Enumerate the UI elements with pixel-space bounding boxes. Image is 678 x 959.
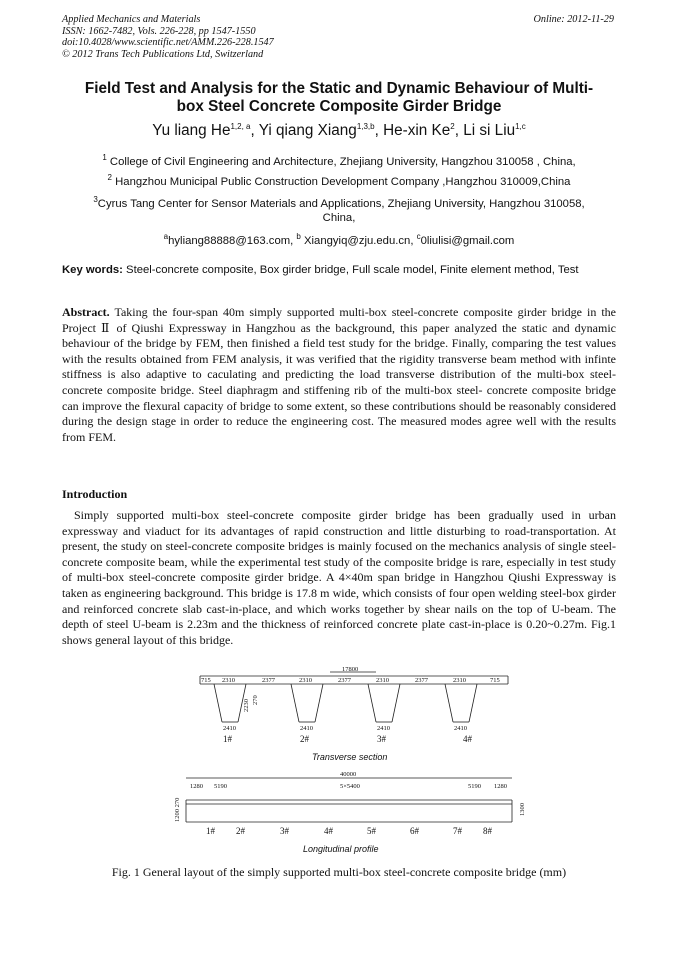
diaphragm-label: 3# — [280, 826, 289, 836]
email-sup: a — [163, 232, 169, 241]
issn-line: ISSN: 1662-7482, Vols. 226-228, pp 1547-1550 — [62, 25, 256, 37]
copyright-line: © 2012 Trans Tech Publications Ltd, Switzerland — [62, 48, 264, 60]
longitudinal-profile-label: Longitudinal profile — [303, 844, 379, 854]
diaphragm-label: 7# — [453, 826, 462, 836]
depth-2230: 2230 — [243, 699, 250, 712]
abstract-text: Taking the four-span 40m simply supported multi-box steel-concrete composite girder bridge in the Project Ⅱ of Qiushi Expressway in Hangzhou as the background, this paper analyzed the static and dynamic behaviour of the bridge by FEM, then finished a field test study for the bridge. Finally, comparing the test values with the results obtained from FEM analysis, it was verified that the rigidity transverse beam method with infinte stiffness is also adaptive to caculating and predicting the load transverse distribution of the multi-box steel-concrete composite bridge. Steel diaphragm and stiffening rib of the multi-box steel- concrete composite bridge can improve the flexural capacity of bridge to some extent, so these contributions should be reasonably considered during the design stage in order to reduce the engineering cost. The measured modes agree well with the results from FEM. — [62, 305, 616, 444]
author-sup: 1,c — [515, 122, 526, 131]
span-middle-dim: 5×5400 — [340, 783, 360, 790]
email-sup: c — [416, 232, 421, 241]
affil-text: College of Civil Engineering and Architecture, Zhejiang University, Hangzhou 310058 , China, — [109, 155, 576, 168]
transverse-dim: 2377 — [262, 677, 275, 684]
affil-sup: 3 — [93, 195, 98, 204]
box-girder-1 — [214, 684, 246, 722]
author-name: Yi qiang Xiang — [258, 122, 357, 140]
email-sup: b — [296, 232, 301, 241]
transverse-total-dim: 17800 — [342, 666, 359, 673]
abstract-label: Abstract. — [62, 305, 110, 319]
email-c: 0liulisi@gmail.com — [420, 234, 515, 247]
girder-label: 4# — [463, 734, 472, 744]
transverse-dim: 2310 — [453, 677, 466, 684]
affil-text: Hangzhou Municipal Public Construction Development Company ,Hangzhou 310009,China — [115, 175, 571, 188]
author-name: Yu liang He — [152, 122, 231, 140]
email-b: Xiangyiq@zju.edu.cn, — [304, 234, 414, 247]
introduction-text: Simply supported multi-box steel-concrete composite girder bridge has been gradually used in urban expressway and viaduct for its advantages of rapid construction and little disturbing to road-transportation. At present, the study on steel-concrete composite bridges is mainly focused on the mechanics analysis of single steel-concrete composite beam, while the experimental test study of the composite bridge is rare, especially in test study of multi-box steel-concrete composite girder bridge. A 4×40m span bridge in Hangzhou Qiushi Expressway is taken as engineering background. This bridge is 17.8 m wide, which consists of four open welding steel-box girder and reinforced concrete slab cast-in-place, and which works together by shear nails on the top of U-beam. The depth of steel U-beam is 2.23m and the thickness of reinforced concrete plate cast-in-place is 0.20~0.27m. Fig.1 shows general layout of this bridge. — [62, 508, 616, 647]
transverse-dim: 2310 — [299, 677, 312, 684]
figure-caption: Fig. 1 General layout of the simply supported multi-box steel-concrete composite bridge (mm) — [111, 865, 567, 879]
keywords-text: Steel-concrete composite, Box girder bridge, Full scale model, Finite element method, Test — [126, 264, 579, 276]
diaphragm-label: 5# — [367, 826, 376, 836]
title-line-1: Field Test and Analysis for the Static and Dynamic Behaviour of Multi- — [84, 80, 594, 97]
title-line-2: box Steel Concrete Composite Girder Bridge — [176, 98, 502, 115]
transverse-dim: 2310 — [376, 677, 389, 684]
author-name: Li si Liu — [463, 122, 516, 140]
bottom-width: 2410 — [223, 725, 236, 732]
transverse-dim: 2377 — [415, 677, 428, 684]
span-end-dim: 5190 — [214, 783, 227, 790]
diaphragm-label: 1# — [206, 826, 215, 836]
transverse-dim: 715 — [490, 677, 500, 684]
transverse-dim: 2310 — [222, 677, 235, 684]
transverse-dim: 715 — [201, 677, 211, 684]
affil-text-cont: China, — [322, 211, 356, 224]
right-depth-dim: 1300 — [519, 803, 526, 816]
author-sup: 1,3,b — [356, 122, 375, 131]
span-total-dim: 40000 — [340, 771, 357, 778]
diaphragm-label: 6# — [410, 826, 419, 836]
bottom-width: 2410 — [300, 725, 313, 732]
bottom-width: 2410 — [377, 725, 390, 732]
span-end-dim: 5190 — [468, 783, 481, 790]
doi-line: doi:10.4028/www.scientific.net/AMM.226-228.1547 — [62, 37, 274, 49]
keywords-label: Key words: — [62, 264, 123, 276]
girder-label: 3# — [377, 734, 386, 744]
box-girder-2 — [291, 684, 323, 722]
box-girder-3 — [368, 684, 400, 722]
author-name: He-xin Ke — [383, 122, 451, 140]
transverse-dim: 2377 — [338, 677, 351, 684]
affil-sup: 1 — [102, 153, 107, 162]
span-end-dim: 1280 — [190, 783, 203, 790]
box-girder-4 — [445, 684, 477, 722]
affil-sup: 2 — [107, 173, 112, 182]
online-date: Online: 2012-11-29 — [533, 14, 614, 25]
girder-label: 1# — [223, 734, 232, 744]
author-sup: 1,2, a — [230, 122, 251, 131]
span-end-dim: 1280 — [494, 783, 507, 790]
diaphragm-label: 8# — [483, 826, 492, 836]
depth-270: 270 — [252, 695, 259, 705]
email-a: hyliang88888@163.com, — [168, 234, 294, 247]
bottom-width: 2410 — [454, 725, 467, 732]
transverse-section-label: Transverse section — [312, 752, 388, 762]
author-sup: 2 — [450, 122, 455, 131]
introduction-heading: Introduction — [62, 487, 128, 501]
diaphragm-label: 2# — [236, 826, 245, 836]
author-list: Yu liang He$^{1,2, a}$, Yi qiang Xiang$^{1,3,b}$, He-xin Ke$^2$, Li si Liu$^{1,c}$ — [152, 122, 526, 140]
left-depth-dim: 1200 270 — [174, 797, 181, 822]
girder-label: 2# — [300, 734, 309, 744]
journal-name: Applied Mechanics and Materials — [62, 14, 201, 25]
affil-text: Cyrus Tang Center for Sensor Materials and Applications, Zhejiang University, Hangzhou 310058, — [97, 197, 585, 210]
diaphragm-label: 4# — [324, 826, 333, 836]
